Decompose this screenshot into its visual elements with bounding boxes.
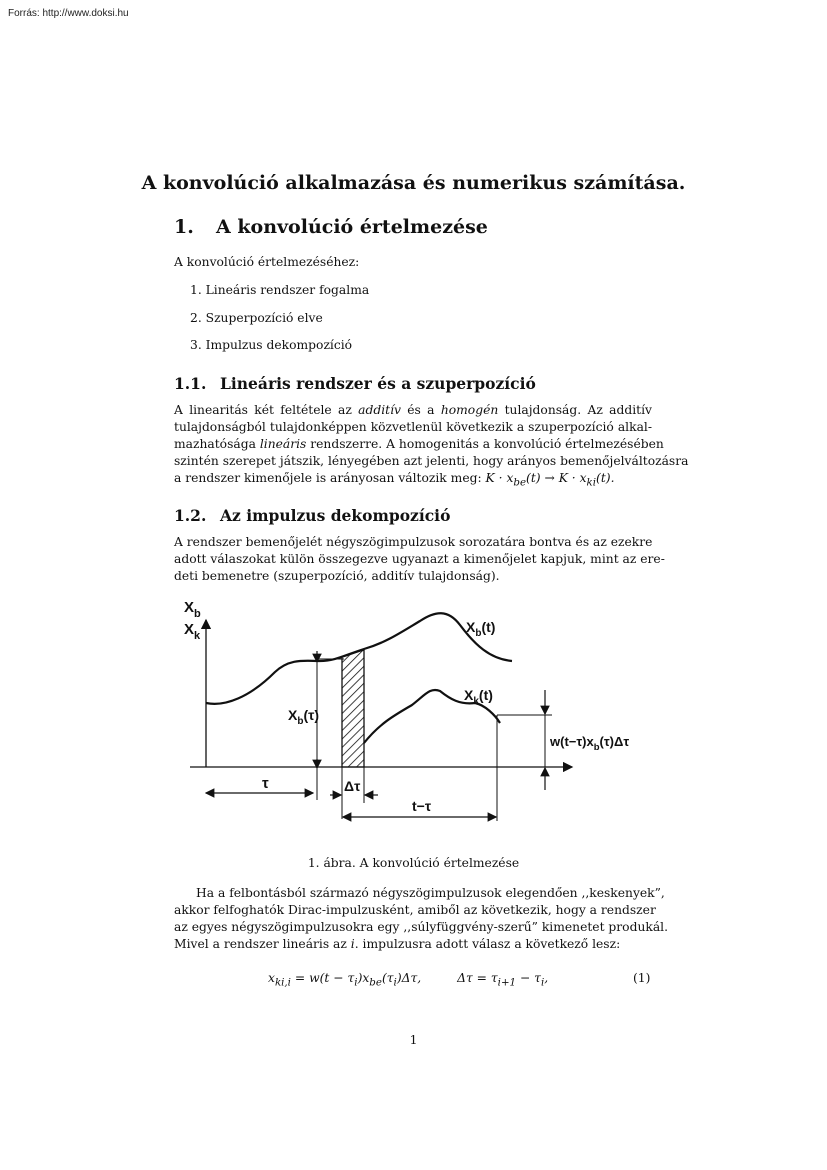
text-line: tulajdonságból tulajdonképpen közvetlenül következik a szuperpozíció alkal- — [174, 420, 652, 434]
section-title: A konvolúció értelmezése — [216, 216, 488, 238]
axis-label-xk: $X_k$ — [184, 621, 201, 642]
list-item: 3. Impulzus dekompozíció — [190, 338, 353, 352]
text-line: szintén szerepet játszik, lényegében azt jelenti, hogy arányos bemenőjelváltozásra — [174, 454, 689, 468]
section-number: 1.2. — [174, 506, 207, 525]
text-line: mazhatósága lineáris rendszerre. A homogenitás a konvolúció értelmezésében — [174, 437, 664, 451]
paragraph-decomposition — [174, 534, 665, 585]
text-line: akkor felfoghatók Dirac-impulzusként, amiből az következik, hogy a rendszer — [174, 903, 656, 917]
list-item: 1. Lineáris rendszer fogalma — [190, 283, 370, 297]
label-dtau: Δτ — [344, 778, 361, 794]
document-title: A konvolúció alkalmazása és numerikus számítása. — [141, 172, 686, 194]
text-line: a rendszer kimenőjele is arányosan változik meg: $K \cdot x_{be}(t) \to K \cdot x_{ki}(t)$. — [174, 471, 615, 489]
figure-caption: 1. ábra. A konvolúció értelmezése — [307, 856, 520, 870]
curve-label-xk: $X_k(t)$ — [464, 687, 493, 707]
label-xb-tau: $X_b(\tau)$ — [288, 707, 320, 727]
text-line: A linearitás két feltétele az additív és a homogén tulajdonság. Az additív — [174, 403, 652, 417]
axis-label-xb: $X_b$ — [184, 599, 201, 620]
text-line: az egyes négyszögimpulzusokra egy ,,súlyfüggvény-szerű” kimenetet produkál. — [174, 920, 669, 934]
equation-number: (1) — [633, 971, 651, 985]
page-number: 1 — [409, 1033, 418, 1047]
hatched-impulse — [342, 650, 364, 767]
section-1-1-heading — [174, 374, 536, 393]
label-tau: τ — [262, 775, 269, 792]
list-item: 2. Szuperpozíció elve — [190, 310, 323, 325]
text-line: adott válaszokat külön összegezve ugyanazt a kimenőjelet kapjuk, mint az ere- — [174, 552, 665, 566]
text-line: deti bemenetre (szuperpozíció, additív tulajdonság). — [174, 569, 500, 583]
source-note: Forrás: http://www.doksi.hu — [8, 8, 129, 19]
section-1-heading — [174, 216, 488, 238]
label-w: $w(t-\tau)x_b(\tau)\Delta\tau$ — [550, 734, 630, 753]
section-title: Lineáris rendszer és a szuperpozíció — [220, 374, 536, 393]
text-line: A rendszer bemenőjelét négyszögimpulzusok sorozatára bontva és az ezekre — [174, 535, 653, 549]
label-t-minus-tau: t−τ — [412, 798, 432, 814]
section-number: 1. — [174, 216, 194, 238]
convolution-figure — [180, 595, 650, 830]
section-1-2-heading — [174, 506, 450, 525]
section-title: Az impulzus dekompozíció — [220, 506, 451, 525]
intro-text: A konvolúció értelmezéséhez: — [174, 255, 360, 269]
paragraph-dirac — [174, 885, 669, 953]
section-number: 1.1. — [174, 374, 207, 393]
text-line: Mivel a rendszer lineáris az i. impulzusra adott válasz a következő lesz: — [174, 937, 621, 951]
paragraph-linearity — [174, 402, 689, 491]
text-line: Ha a felbontásból származó négyszögimpulzusok elegendően ,,keskenyek”, — [196, 886, 665, 900]
curve-label-xb: $X_b(t)$ — [466, 619, 496, 639]
numbered-list — [190, 283, 369, 366]
equation-1: $x_{ki,i} = w(t - \tau_i)x_{be}(\tau_i)\Delta\tau$, $\Delta\tau = \tau_{i+1} - \tau_i$, — [268, 971, 549, 989]
